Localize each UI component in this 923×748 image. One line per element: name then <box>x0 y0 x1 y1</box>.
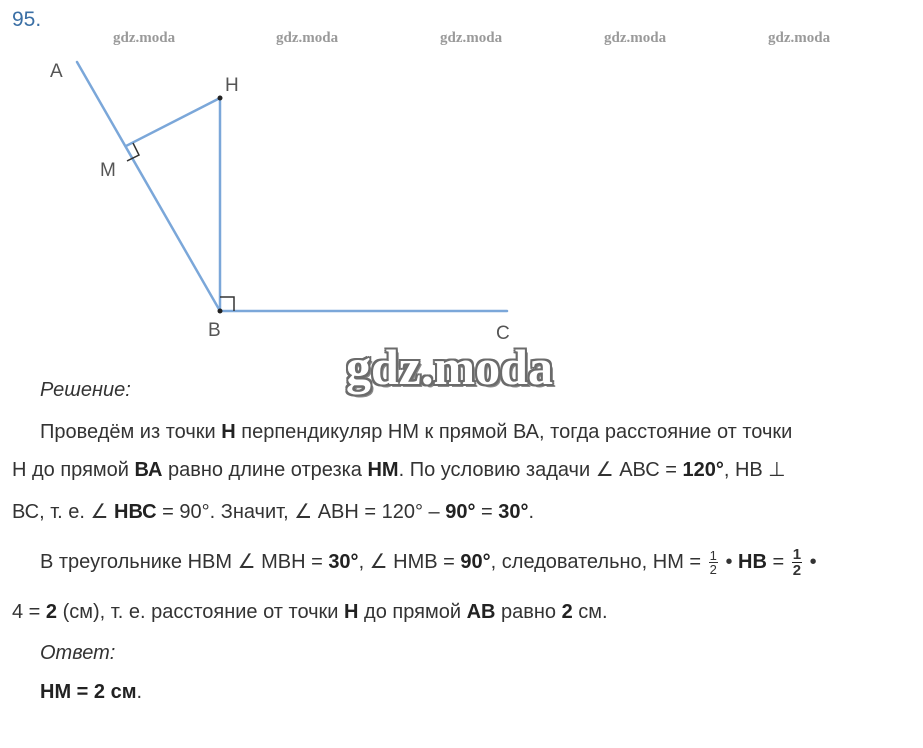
solution-line-4: В треугольнике НВМ ∠ МВН = 30°, ∠ НМВ = 90°, следовательно, НМ = $\frac{1}{2}$ • НВ = $\frac{1}{2}$ • <box>40 546 817 580</box>
segment-ab <box>77 62 220 311</box>
watermark: gdz.moda <box>440 30 503 46</box>
solution-heading: Решение: <box>40 379 131 401</box>
big-watermark: gdz.moda <box>346 339 553 395</box>
fraction-one-half-bold: $\frac{1}{2}$ <box>792 546 802 580</box>
watermark: gdz.moda <box>276 30 339 46</box>
right-angle-mark-b <box>220 297 234 311</box>
point-label-c: C <box>496 323 510 344</box>
point-label-b: B <box>208 320 221 341</box>
geometry-figure <box>0 0 923 350</box>
answer-heading: Ответ: <box>40 642 116 664</box>
answer-line: НМ = 2 см. <box>40 681 143 703</box>
segment-hm <box>126 98 220 146</box>
watermark: gdz.moda <box>113 30 176 46</box>
point-label-m: M <box>100 160 116 181</box>
answer-value: НМ = 2 см <box>40 681 137 703</box>
point-label-h: H <box>225 75 239 96</box>
point-h-dot <box>218 96 223 101</box>
fraction-one-half: $\frac{1}{2}$ <box>709 548 717 578</box>
solution-line-3: ВС, т. е. ∠ НВС = 90°. Значит, ∠ АВН = 120° – 90° = 30°. <box>12 501 535 523</box>
solution-line-5: 4 = 2 (см), т. е. расстояние от точки Н до прямой АВ равно 2 см. <box>12 601 608 623</box>
point-b-dot <box>218 309 223 314</box>
solution-line-1: Проведём из точки Н перпендикуляр НМ к прямой ВА, тогда расстояние от точки <box>40 421 793 443</box>
problem-number: 95. <box>12 8 42 31</box>
watermark: gdz.moda <box>604 30 667 46</box>
point-label-a: A <box>50 61 63 82</box>
watermark: gdz.moda <box>768 30 831 46</box>
solution-line-2: Н до прямой ВА равно длине отрезка НМ. По условию задачи ∠ АВС = 120°, НВ ⊥ <box>12 459 786 481</box>
